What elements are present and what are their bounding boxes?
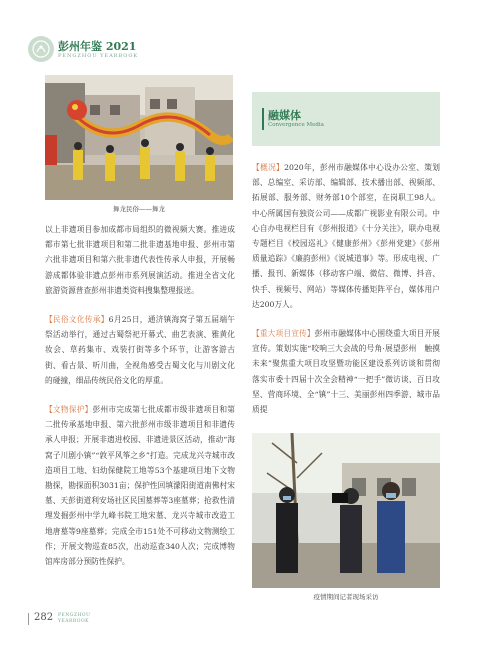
section-subtitle: Convergence Media <box>268 122 324 128</box>
running-header <box>28 36 178 66</box>
relics-protection-text: 彭州市完成第七批成都市级非遗项目和第二批传承基地申报、第六批彭州市级非遗项目和非遗传承人申报；开展非遗进校园、非遗进景区活动，推动“海窝子川剧小镇”“敦平风筝之乡”打造。完成龙兴寺城市改造项目工地、妇幼保健院工地等53个基建项目地下文物勘探，勘探面积3031亩；保护性回填濛阳街道南佛村宋墓、天彭街道利安场社区民国墓葬等3座墓葬；抢救性清理发掘彭州中学九峰书院工地宋墓、龙兴寺城市改造工地唐墓等9座墓葬；完成全市151处不可移动文物测绘工作；开展文物巡查85次，出动巡查340人次；完成博物馆库房部分预防性保护。 <box>45 405 235 567</box>
paragraph-relics-protection <box>45 402 235 569</box>
yearbook-title: 彭州年鉴 2021 <box>58 40 137 53</box>
tag-folk-culture: 【民俗文化传承】 <box>45 315 109 325</box>
paragraph-folk-culture <box>45 312 235 388</box>
overview-text: 2020年，彭州市融媒体中心设办公室、策划部、总编室、采访部、编辑部、技术播出部、视频部、拓展部、服务部、财务部10个部室，在岗职工98人。中心所属国有独资公司——成都广视影业有限公司。中心自办电视栏目有《彭州报道》《十分关注》，联办电视专题栏目《校园巡礼》《健康彭州》《彭州党建》《彭州质量追踪》《廉韵彭州》《说城道事》等。形成电视、广播、报刊、新媒体（移动客户端、微信、微博、抖音、快手、视频号、网站）等媒体传播矩阵平台，媒体用户达200万人。 <box>252 163 440 309</box>
right-column <box>252 160 440 417</box>
tag-relics-protection: 【文物保护】 <box>45 405 93 415</box>
footer-divider <box>28 613 29 625</box>
yearbook-subtitle: PENGZHOU YEARBOOK <box>58 53 139 59</box>
paragraph-overview <box>252 160 440 312</box>
tag-major-projects: 【重大项目宣传】 <box>252 329 315 339</box>
photo-caption-interview: 疫情期间记者现场采访 <box>313 593 379 601</box>
dragon-dance-photo <box>45 75 233 200</box>
footer-label-line1: PENGZHOU <box>58 613 91 618</box>
yearbook-logo-icon <box>28 36 54 62</box>
interview-photo <box>252 433 440 588</box>
page-footer <box>28 612 148 626</box>
section-title: 融媒体 <box>268 109 301 122</box>
tag-overview: 【概况】 <box>252 163 285 172</box>
paragraph-intangible-heritage: 以上非遗项目参加成都市局组织的微视频大赛。推进成都市第七批非遗项目和第二批非遗基地申报、彭州市第六批非遗项目和第六批非遗代表性传承人申报，开展畅游成都体验非遗点彭州市系列展演活动。推进全省文化旅游资源普查彭州非遗类资料搜集整理报送。 <box>45 225 235 295</box>
page-number: 282 <box>34 612 54 623</box>
paragraph-major-projects <box>252 326 440 417</box>
photo-caption: 舞龙民俗——舞龙 <box>113 205 165 213</box>
major-projects-text: 彭州市融媒体中心围绕重大项目开展宣传。策划实施“咬响三大会战的号角·展望彭州 触摸未来”聚焦重大项目攻坚暨功能区建设系列访谈和贯彻落实市委十四届十次全会精神“一把手”微访谈、百日攻坚、营商环境、全“镇”十三、美丽彭州四季游、城市品质提 <box>252 329 440 415</box>
folk-culture-text: 6月25日，通济镇海窝子第五届端午祭活动举行，通过古蜀祭祀开幕式、曲艺表演、雅黄化妆会、草药集市、戏装打街等多个环节，让游客游古街、看古景、听川曲，全视角感受古蜀文化与川剧文化的碰撞，细品传统民俗文化的厚重。 <box>45 315 235 385</box>
left-column <box>45 222 235 569</box>
banner-accent-bar <box>262 108 264 130</box>
footer-label-line2: YEARBOOK <box>58 619 90 624</box>
section-banner <box>252 92 440 146</box>
